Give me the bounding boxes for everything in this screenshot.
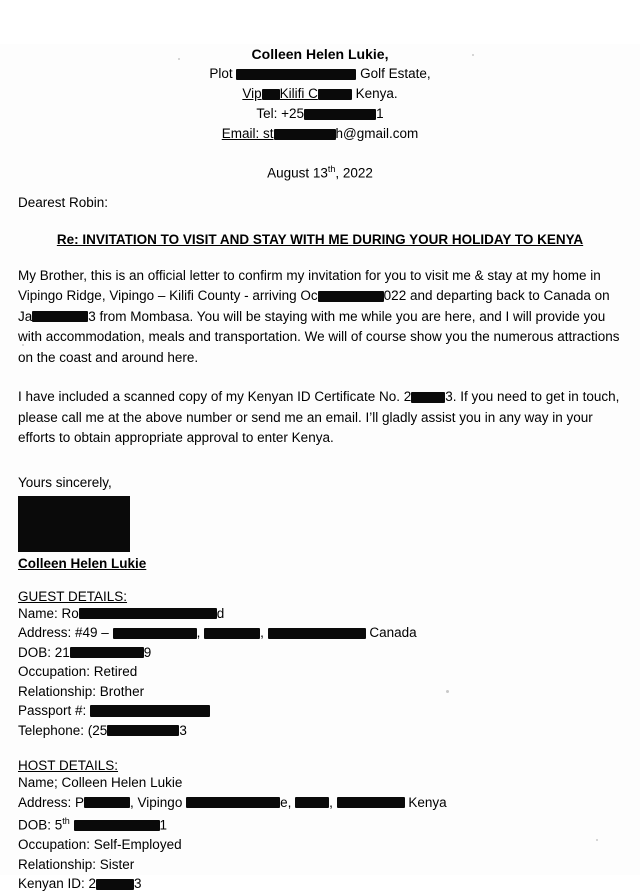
email-suffix: h@gmail.com bbox=[335, 126, 419, 141]
host-dob-prefix: DOB: 5 bbox=[18, 817, 63, 833]
redaction-bar bbox=[318, 89, 352, 100]
redaction-bar bbox=[84, 797, 130, 808]
closing-line: Yours sincerely, bbox=[18, 474, 112, 490]
guest-dob-label: DOB: 21 bbox=[18, 644, 70, 660]
address-suffix-2: Kenya. bbox=[355, 86, 398, 101]
redaction-bar bbox=[236, 69, 356, 80]
host-address-prefix: Address: P bbox=[18, 794, 85, 810]
host-dob bbox=[18, 812, 622, 835]
sender-address-line-1 bbox=[18, 64, 622, 84]
guest-telephone-label: Telephone: (25 bbox=[18, 722, 108, 738]
redaction-bar bbox=[74, 820, 160, 831]
guest-relationship: Relationship: Brother bbox=[18, 683, 145, 699]
redaction-bar bbox=[295, 797, 329, 808]
guest-dob-suffix: 9 bbox=[143, 644, 152, 660]
guest-details-heading: GUEST DETAILS: bbox=[18, 588, 128, 604]
scan-artifact bbox=[472, 54, 474, 56]
host-kenyan-id bbox=[18, 874, 622, 894]
guest-telephone-suffix: 3 bbox=[179, 722, 187, 738]
host-dob-ordinal: th bbox=[62, 816, 70, 826]
redaction-bar bbox=[18, 496, 130, 528]
email-prefix: Email: st bbox=[221, 126, 274, 141]
host-details-heading: HOST DETAILS: bbox=[18, 758, 119, 773]
redaction-bar bbox=[268, 628, 366, 639]
guest-name-suffix: d bbox=[216, 605, 225, 621]
paragraph-1-part-a: My Brother, this is an official letter to confirm my invitation for you to visit me & stay at my home in Vipingo Ridge, Vipingo – Kilifi County - arriving Oc bbox=[18, 267, 601, 303]
redaction-bar bbox=[337, 797, 405, 808]
host-address: Address: P , Vipingo e, , Kenya bbox=[18, 794, 447, 810]
address-prefix-2: Vip bbox=[242, 86, 262, 101]
address-suffix: Golf Estate, bbox=[360, 66, 431, 81]
signature-name: Colleen Helen Lukie bbox=[18, 555, 147, 571]
document-page bbox=[0, 44, 640, 891]
host-dob-suffix: 1 bbox=[159, 817, 168, 833]
guest-name-label: Name: Ro bbox=[18, 605, 79, 621]
scan-artifact bbox=[596, 839, 598, 841]
date-text: August 13 bbox=[267, 165, 328, 181]
host-kenyan-id-suffix: 3 bbox=[134, 876, 142, 891]
sender-address-line-2 bbox=[18, 84, 622, 104]
host-address-mid: , Vipingo bbox=[130, 794, 187, 810]
redaction-bar bbox=[96, 879, 134, 890]
guest-address: Address: #49 – , , Canada bbox=[18, 625, 417, 640]
tel-prefix: Tel: +25 bbox=[256, 106, 305, 121]
redaction-bar bbox=[32, 311, 88, 322]
guest-occupation: Occupation: Retired bbox=[18, 664, 138, 679]
host-relationship: Relationship: Sister bbox=[18, 856, 135, 872]
sender-name: Colleen Helen Lukie, bbox=[251, 46, 389, 62]
guest-name bbox=[18, 604, 622, 624]
redaction-bar bbox=[204, 628, 260, 639]
paragraph-2-part-a: I have included a scanned copy of my Kenyan ID Certificate No. 2 bbox=[18, 389, 412, 404]
date-year: , 2022 bbox=[335, 165, 373, 181]
tel-suffix: 1 bbox=[376, 106, 384, 121]
redaction-bar bbox=[186, 797, 280, 808]
host-occupation: Occupation: Self-Employed bbox=[18, 837, 182, 852]
guest-telephone bbox=[18, 721, 622, 741]
redaction-bar bbox=[70, 647, 144, 658]
salutation: Dearest Robin: bbox=[18, 194, 109, 210]
guest-passport-label: Passport #: bbox=[18, 703, 87, 718]
guest-address-suffix: Canada bbox=[369, 625, 417, 640]
host-name: Name; Colleen Helen Lukie bbox=[18, 775, 183, 790]
letter-date bbox=[18, 164, 622, 181]
paragraph-2 bbox=[18, 387, 622, 449]
redaction-bar bbox=[18, 526, 130, 552]
sender-telephone bbox=[18, 104, 622, 124]
redaction-bar bbox=[113, 628, 197, 639]
date-ordinal: th bbox=[327, 164, 336, 174]
signature-redaction bbox=[18, 492, 622, 554]
host-kenyan-id-prefix: Kenyan ID: 2 bbox=[18, 876, 97, 891]
subject-line: Re: INVITATION TO VISIT AND STAY WITH ME DURING YOUR HOLIDAY TO KENYA bbox=[56, 231, 584, 247]
redaction-bar bbox=[107, 725, 179, 736]
scan-artifact bbox=[22, 344, 24, 346]
scan-artifact bbox=[446, 690, 449, 693]
scan-artifact bbox=[178, 58, 180, 60]
redaction-bar bbox=[274, 129, 336, 140]
redaction-bar bbox=[318, 291, 384, 302]
paragraph-2-part-b: 3. If you need to get in touch, please call me at the above number or send me an email. I’ll gladly assist you in any way in your efforts to obtain appropriate approval to enter Kenya. bbox=[18, 389, 620, 445]
redaction-bar bbox=[304, 109, 376, 120]
paragraph-1 bbox=[18, 266, 622, 369]
address-mid-2: Kilifi C bbox=[279, 86, 318, 101]
guest-dob bbox=[18, 643, 622, 663]
redaction-bar bbox=[411, 392, 445, 403]
paragraph-1-part-b: 022 and departing back to Canada on Ja bbox=[18, 288, 610, 324]
sender-email bbox=[18, 124, 622, 144]
redaction-bar bbox=[90, 705, 210, 717]
redaction-bar bbox=[262, 89, 280, 100]
host-address-suffix: Kenya bbox=[408, 794, 447, 810]
guest-address-label: Address: #49 – bbox=[18, 625, 113, 640]
paragraph-1-part-c: 3 from Mombasa. You will be staying with me while you are here, and I will provide you with accommodation, meals and transportation. We will of course show you the numerous attractions on the coast and around here. bbox=[18, 308, 620, 365]
guest-passport bbox=[18, 701, 622, 721]
address-prefix: Plot bbox=[209, 66, 233, 81]
redaction-bar bbox=[79, 608, 217, 619]
letterhead bbox=[18, 44, 622, 144]
